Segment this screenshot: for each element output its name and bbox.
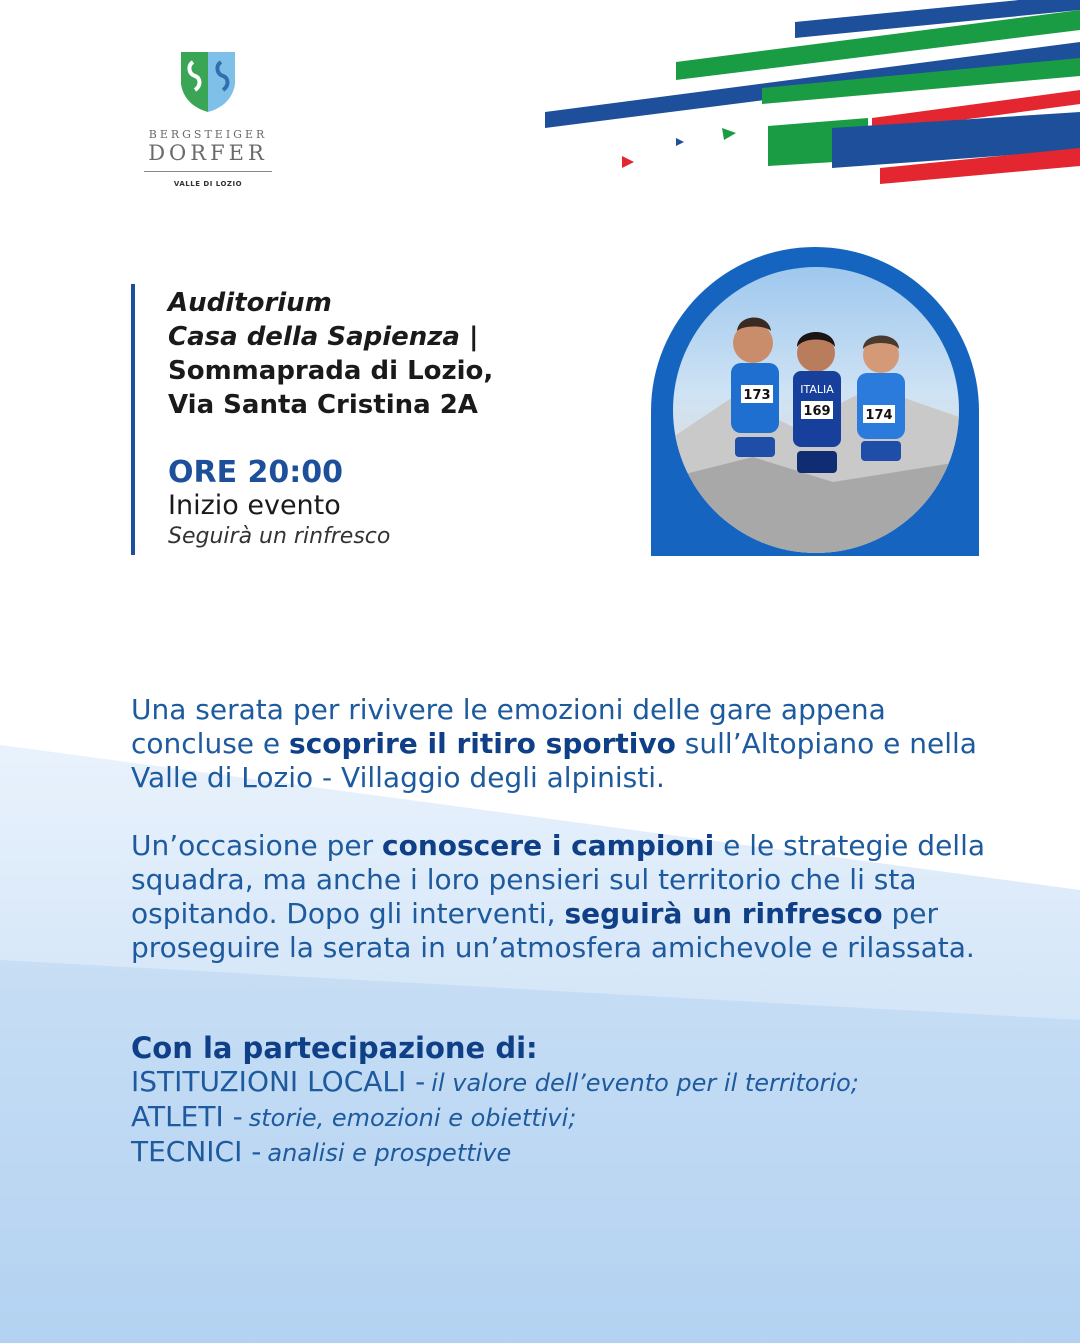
bib-1: 173: [743, 388, 771, 403]
bib-3: 174: [865, 408, 893, 423]
brand-logo: [138, 48, 278, 188]
paragraph-2-highlight-2: seguirà un rinfresco: [564, 897, 883, 930]
participation-item: [131, 1135, 1001, 1170]
paragraph-1-highlight: scoprire il ritiro sportivo: [289, 727, 676, 760]
athletes-photo: [673, 267, 959, 553]
paragraph-2-middle: e le strategie della squadra, ma anche i loro pensieri sul territorio che li sta ospitando. Dopo gli interventi,: [131, 829, 986, 930]
participation-label: ATLETI -: [131, 1100, 243, 1133]
participation-item: [131, 1065, 1001, 1100]
paragraph-2-tail: per proseguire la serata in un’atmosfera amichevole e rilassata.: [131, 897, 975, 964]
participation-desc: analisi e prospettive: [267, 1139, 512, 1167]
event-info: [131, 284, 571, 555]
logo-text-main: DORFER: [148, 141, 268, 165]
event-start-label: Inizio evento: [168, 490, 341, 521]
venue-line-2: Casa della Sapienza |: [168, 322, 479, 352]
bib-2: 169: [803, 404, 831, 419]
paragraph-2-text: Un’occasione per: [131, 829, 383, 862]
event-description: [131, 693, 1001, 1170]
paragraph-1: [131, 693, 1001, 795]
paragraph-2-highlight-1: conoscere i campioni: [382, 829, 715, 862]
athletes-photo-frame: [651, 247, 979, 556]
participation-label: TECNICI -: [131, 1135, 262, 1168]
venue-line-3: Sommaprada di Lozio,: [168, 356, 494, 386]
logo-text-top: BERGSTEIGER: [148, 128, 268, 141]
paragraph-1-text: Una serata per rivivere le emozioni delle gare appena concluse e: [131, 693, 886, 760]
venue-line-1: Auditorium: [168, 288, 332, 318]
venue-address: [168, 286, 571, 422]
venue-line-4: Via Santa Cristina 2A: [168, 390, 478, 420]
participation-label: ISTITUZIONI LOCALI -: [131, 1065, 426, 1098]
event-note: Seguirà un rinfresco: [168, 524, 391, 549]
participation-desc: il valore dell’evento per il territorio;: [431, 1069, 859, 1097]
participation-item: [131, 1100, 1001, 1135]
participation-title: Con la partecipazione di:: [131, 1031, 538, 1065]
paragraph-2: [131, 829, 1001, 965]
paragraph-1-tail: sull’Altopiano e nella Valle di Lozio - Villaggio degli alpinisti.: [131, 727, 977, 794]
logo-divider: [144, 171, 272, 172]
shield-crest-icon: [177, 48, 239, 116]
event-time: ORE 20:00: [168, 455, 344, 490]
shirt-text: ITALIA: [800, 383, 834, 396]
athletes-illustration: [673, 267, 959, 553]
logo-text-sub: VALLE DI LOZIO: [173, 180, 243, 188]
participation-desc: storie, emozioni e obiettivi;: [248, 1104, 577, 1132]
